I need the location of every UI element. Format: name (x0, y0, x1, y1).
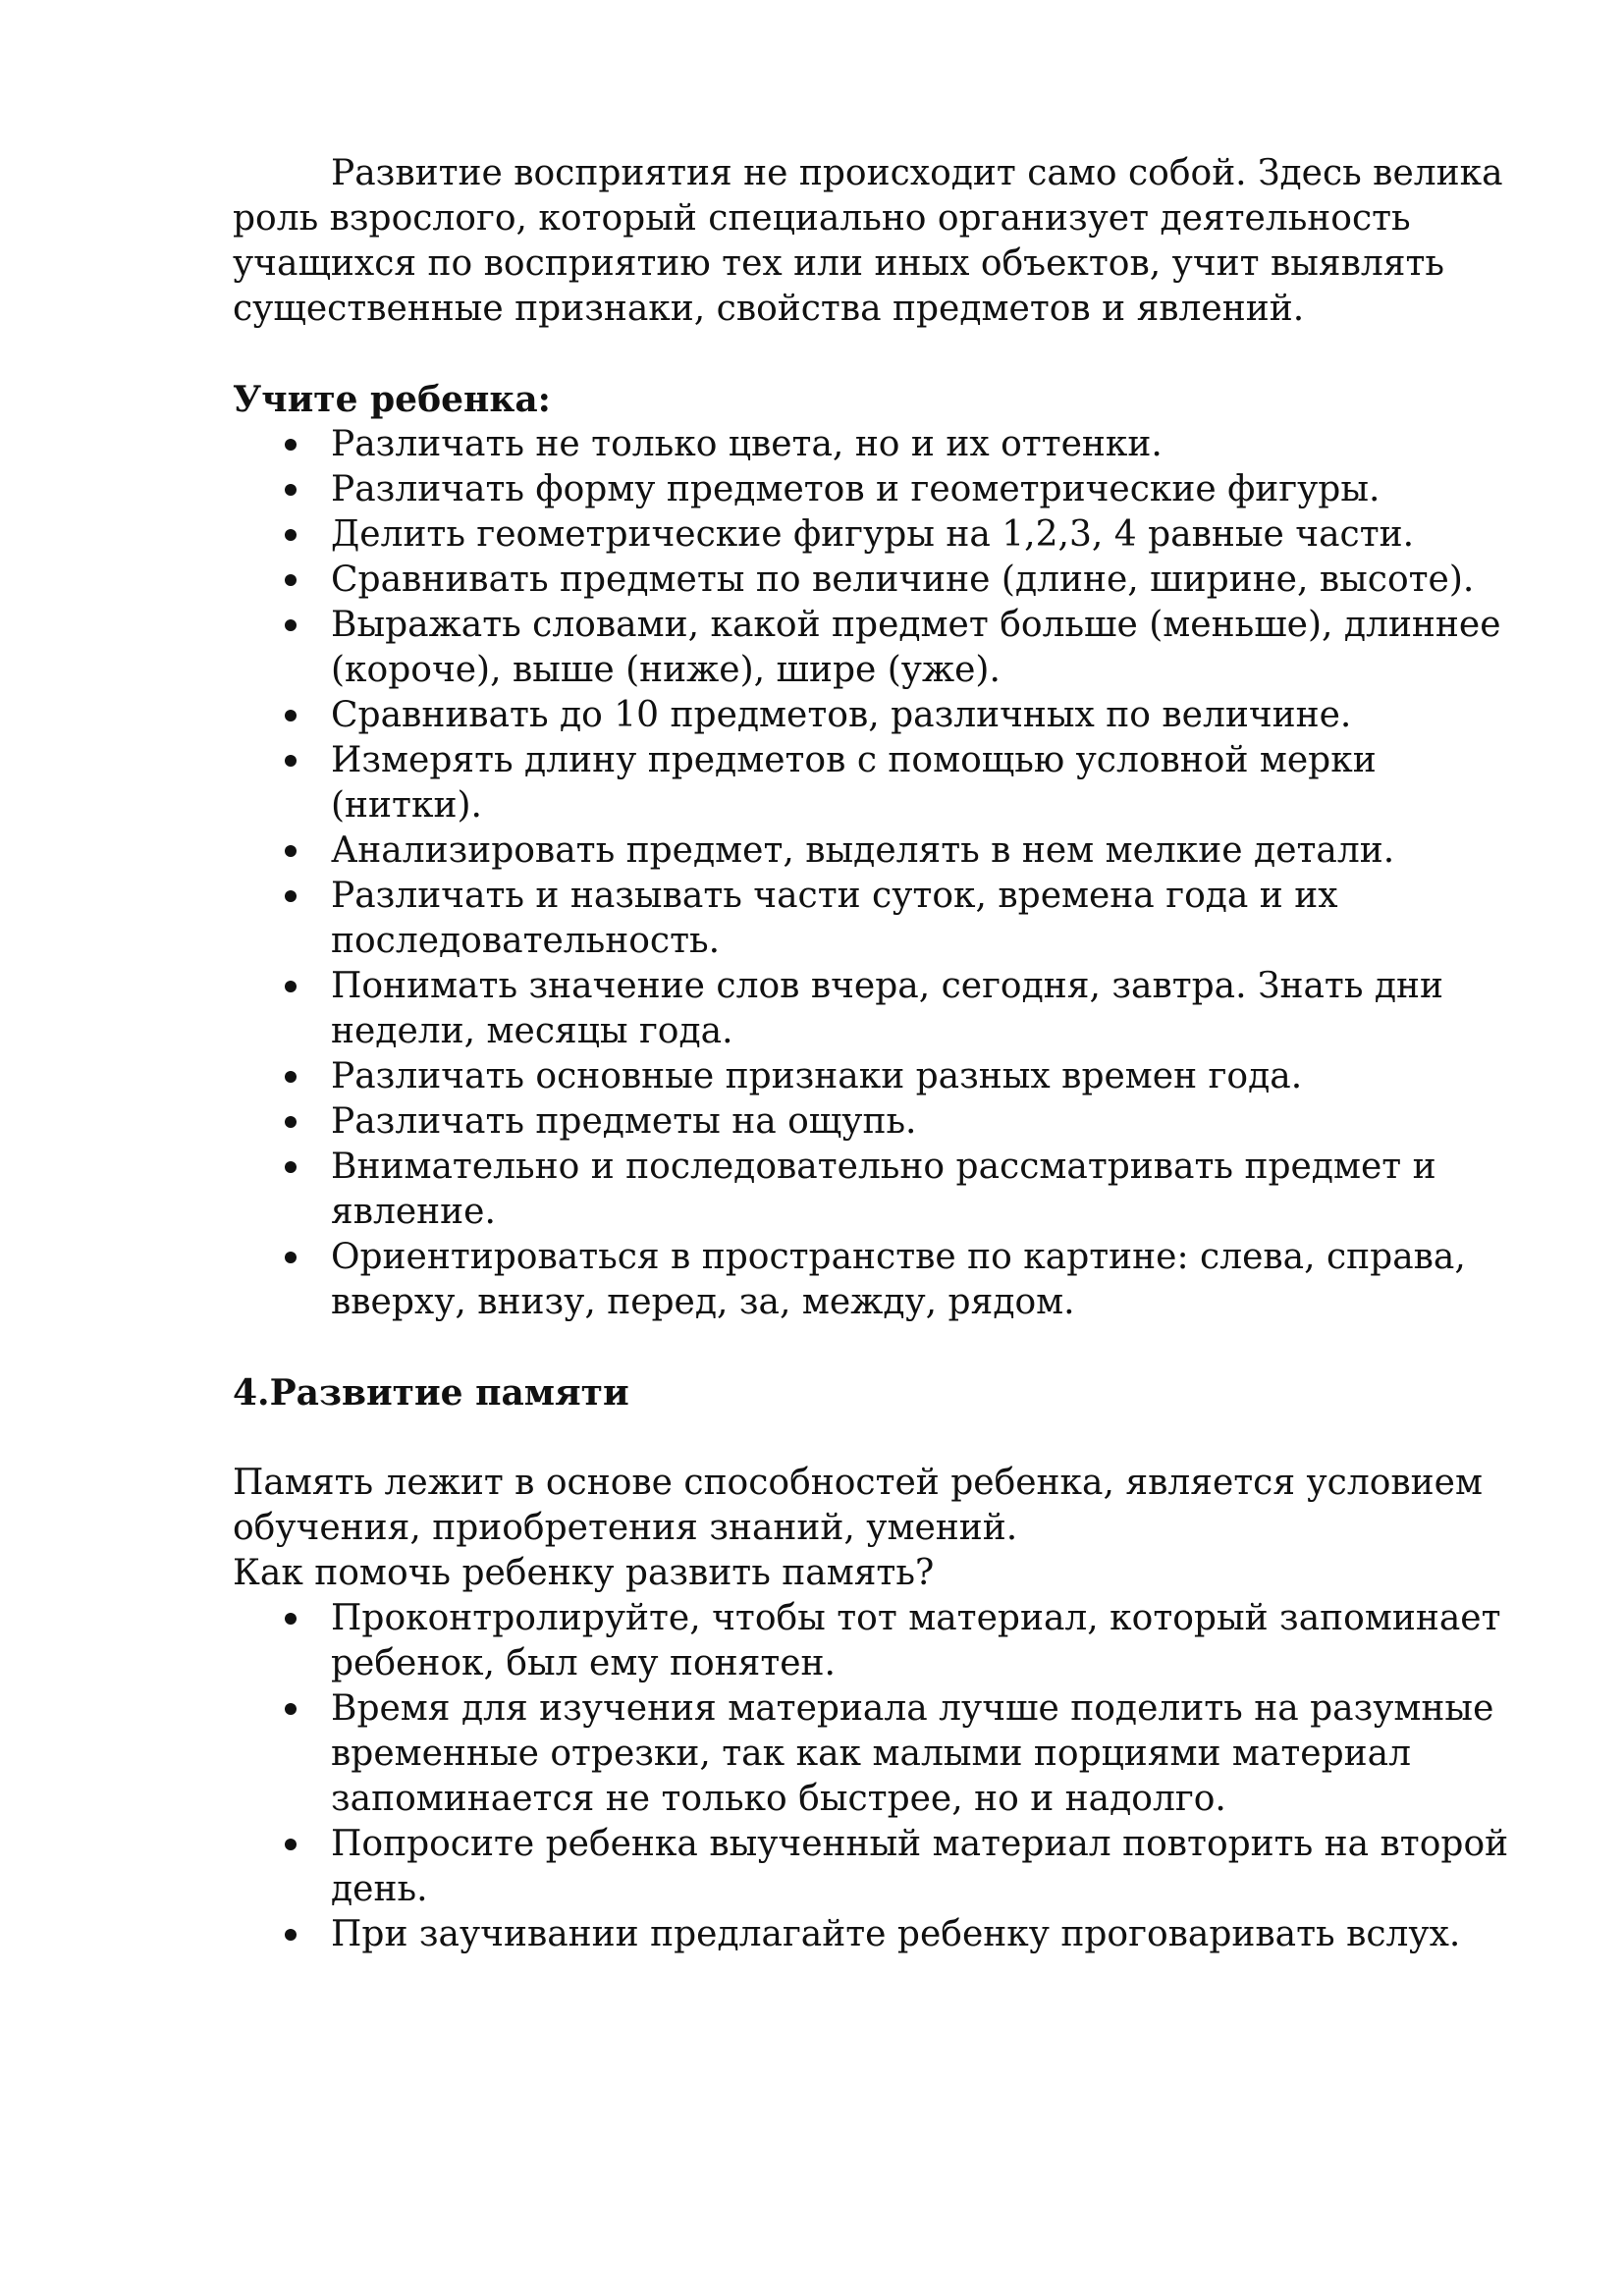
list-item-text: Сравнивать до 10 предметов, различных по величине. (331, 695, 1352, 735)
list-item (233, 1596, 1529, 1686)
bullet-icon (285, 1161, 297, 1173)
bullet-icon (285, 890, 297, 902)
bullet-icon (285, 529, 297, 541)
list-item (233, 603, 1529, 693)
list-item-text: Различать основные признаки разных времен года. (331, 1056, 1303, 1096)
list-item-text: Анализировать предмет, выделять в нем мелкие детали. (331, 830, 1395, 871)
list-item-text: Внимательно и последовательно рассматривать предмет и явление. (331, 1147, 1436, 1232)
memory-intro (233, 1461, 1529, 1596)
bullet-icon (285, 1071, 297, 1083)
bullet-icon (285, 619, 297, 631)
bullet-icon (285, 484, 297, 496)
bullet-icon (285, 1839, 297, 1850)
list-item-text: Различать и называть части суток, времена года и их последовательность. (331, 876, 1338, 961)
list-item (233, 693, 1529, 738)
bullet-icon (285, 574, 297, 586)
list-item-text: Понимать значение слов вчера, сегодня, завтра. Знать дни недели, месяцы года. (331, 966, 1444, 1051)
list-item-text: Различать не только цвета, но и их оттенки. (331, 424, 1163, 464)
bullet-icon (285, 1703, 297, 1715)
bullet-icon (285, 1929, 297, 1941)
intro-paragraph: Развитие восприятия не происходит само собой. Здесь велика роль взрослого, который специально организует деятельность учащихся по восприятию тех или иных объектов, учит выявлять существенные признаки, свойства предметов и явлений. (233, 153, 1503, 329)
teach-list (233, 422, 1529, 1325)
memory-question: Как помочь ребенку развить память? (233, 1553, 935, 1593)
list-item-text: Различать предметы на ощупь. (331, 1101, 917, 1142)
list-item (233, 558, 1529, 603)
list-item (233, 1054, 1529, 1099)
memory-paragraph: Память лежит в основе способностей ребенка, является условием обучения, приобретения знаний, умений. (233, 1463, 1483, 1548)
list-item (233, 964, 1529, 1054)
list-item (233, 1686, 1529, 1822)
bullet-icon (285, 439, 297, 451)
list-item (233, 1099, 1529, 1145)
list-item (233, 1145, 1529, 1235)
list-item (233, 828, 1529, 874)
list-item-text: Измерять длину предметов с помощью условной мерки (нитки). (331, 740, 1377, 826)
list-item (233, 1822, 1529, 1912)
list-item-text: Время для изучения материала лучше поделить на разумные временные отрезки, так как малыми порциями материал запоминается не только быстрее, но и надолго. (331, 1688, 1494, 1819)
list-item-text: Делить геометрические фигуры на 1,2,3, 4 равные части. (331, 514, 1415, 555)
list-item-text: Проконтролируйте, чтобы тот материал, который запоминает ребенок, был ему понятен. (331, 1598, 1501, 1683)
bullet-icon (285, 845, 297, 857)
bullet-icon (285, 1613, 297, 1625)
list-item (233, 738, 1529, 828)
list-item (233, 1912, 1529, 1957)
document-page (233, 151, 1529, 1957)
list-item-text: Сравнивать предметы по величине (длине, ширине, высоте). (331, 560, 1475, 600)
list-item-text: Попросите ребенка выученный материал повторить на второй день. (331, 1824, 1509, 1909)
list-item-text: Выражать словами, какой предмет больше (меньше), длиннее (короче), выше (ниже), шире (уже). (331, 605, 1501, 690)
bullet-icon (285, 710, 297, 721)
bullet-icon (285, 981, 297, 992)
teach-heading: Учите ребенка: (233, 379, 551, 420)
list-item (233, 1235, 1529, 1325)
list-item (233, 467, 1529, 512)
list-item (233, 874, 1529, 964)
list-item-text: При заучивании предлагайте ребенку проговаривать вслух. (331, 1914, 1461, 1954)
bullet-icon (285, 755, 297, 767)
memory-list (233, 1596, 1529, 1957)
list-item (233, 512, 1529, 558)
bullet-icon (285, 1252, 297, 1263)
list-item (233, 422, 1529, 467)
bullet-icon (285, 1116, 297, 1128)
memory-heading: 4.Развитие памяти (233, 1372, 629, 1414)
list-item-text: Ориентироваться в пространстве по картине: слева, справа, вверху, внизу, перед, за, между, рядом. (331, 1237, 1466, 1322)
list-item-text: Различать форму предметов и геометрические фигуры. (331, 469, 1380, 509)
